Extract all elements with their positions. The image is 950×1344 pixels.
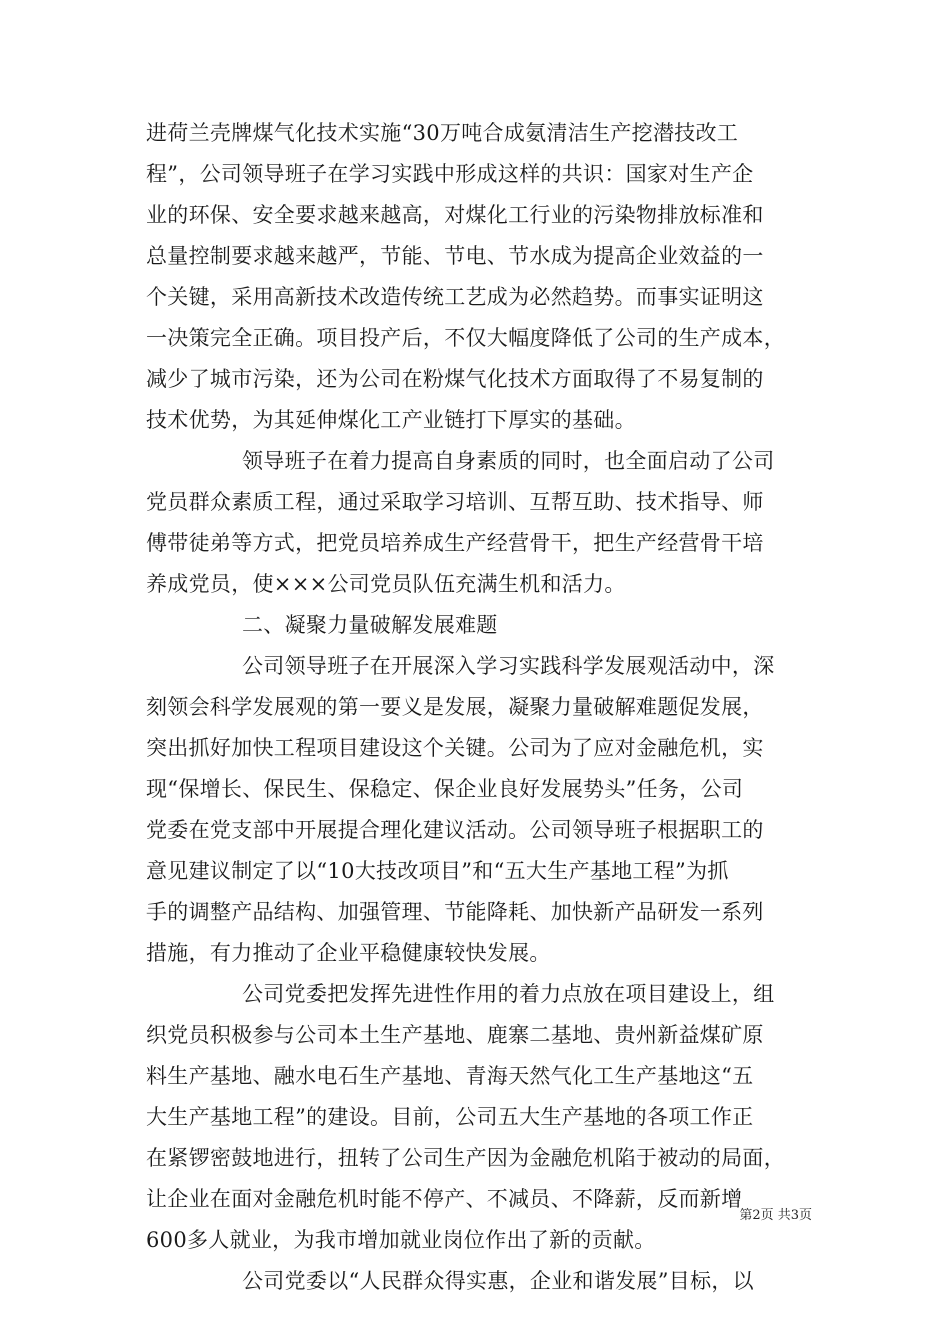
text-line: 进荷兰壳牌煤气化技术实施“30万吨合成氨清洁生产挖潜技改工 [146, 121, 739, 145]
text-line: 大生产基地工程”的建设。目前，公司五大生产基地的各项工作正 [146, 1105, 754, 1129]
text-line: 个关键，采用高新技术改造传统工艺成为必然趋势。而事实证明这 [146, 285, 764, 309]
text-line: 减少了城市污染，还为公司在粉煤气化技术方面取得了不易复制的 [146, 367, 764, 391]
text-line: 公司领导班子在开展深入学习实践科学发展观活动中，深 [242, 654, 775, 678]
text-line: 总量控制要求越来越严，节能、节电、节水成为提高企业效益的一 [146, 244, 764, 268]
text-line: 刻领会科学发展观的第一要义是发展，凝聚力量破解难题促发展， [146, 695, 764, 719]
text-line: 公司党委以“人民群众得实惠，企业和谐发展”目标，以 [242, 1269, 754, 1293]
text-line: 党委在党支部中开展提合理化建议活动。公司领导班子根据职工的 [146, 818, 764, 842]
text-line: 措施，有力推动了企业平稳健康较快发展。 [146, 941, 551, 965]
text-line: 600多人就业，为我市增加就业岗位作出了新的贡献。 [146, 1228, 656, 1252]
text-line: 技术优势，为其延伸煤化工产业链打下厚实的基础。 [146, 408, 636, 432]
text-line: 料生产基地、融水电石生产基地、青海天然气化工生产基地这“五 [146, 1064, 754, 1088]
text-line: 养成党员，使×××公司党员队伍充满生机和活力。 [146, 572, 626, 596]
text-line: 突出抓好加快工程项目建设这个关键。公司为了应对金融危机，实 [146, 736, 764, 760]
text-line: 织党员积极参与公司本土生产基地、鹿寨二基地、贵州新益煤矿原 [146, 1023, 764, 1047]
text-line: 在紧锣密鼓地进行，扭转了公司生产因为金融危机陷于被动的局面， [146, 1146, 785, 1170]
text-line: 业的环保、安全要求越来越高，对煤化工行业的污染物排放标准和 [146, 203, 764, 227]
text-line: 程”，公司领导班子在学习实践中形成这样的共识：国家对生产企 [146, 162, 754, 186]
page-footer: 第2页 共3页 [739, 1208, 812, 1223]
text-line: 一决策完全正确。项目投产后，不仅大幅度降低了公司的生产成本， [146, 326, 785, 350]
text-line: 现“保增长、保民生、保稳定、保企业良好发展势头”任务，公司 [146, 777, 744, 801]
text-line: 意见建议制定了以“10大技改项目”和“五大生产基地工程”为抓 [146, 859, 729, 883]
text-line: 公司党委把发挥先进性作用的着力点放在项目建设上，组 [242, 982, 775, 1006]
text-line: 傅带徒弟等方式，把党员培养成生产经营骨干，把生产经营骨干培 [146, 531, 764, 555]
text-line: 领导班子在着力提高自身素质的同时，也全面启动了公司 [242, 449, 775, 473]
text-line: 党员群众素质工程，通过采取学习培训、互帮互助、技术指导、师 [146, 490, 764, 514]
body-text [146, 113, 810, 1302]
text-line: 让企业在面对金融危机时能不停产、不减员、不降薪，反而新增 [146, 1187, 743, 1211]
text-line: 手的调整产品结构、加强管理、节能降耗、加快新产品研发一系列 [146, 900, 764, 924]
section-heading: 二、凝聚力量破解发展难题 [242, 613, 498, 637]
